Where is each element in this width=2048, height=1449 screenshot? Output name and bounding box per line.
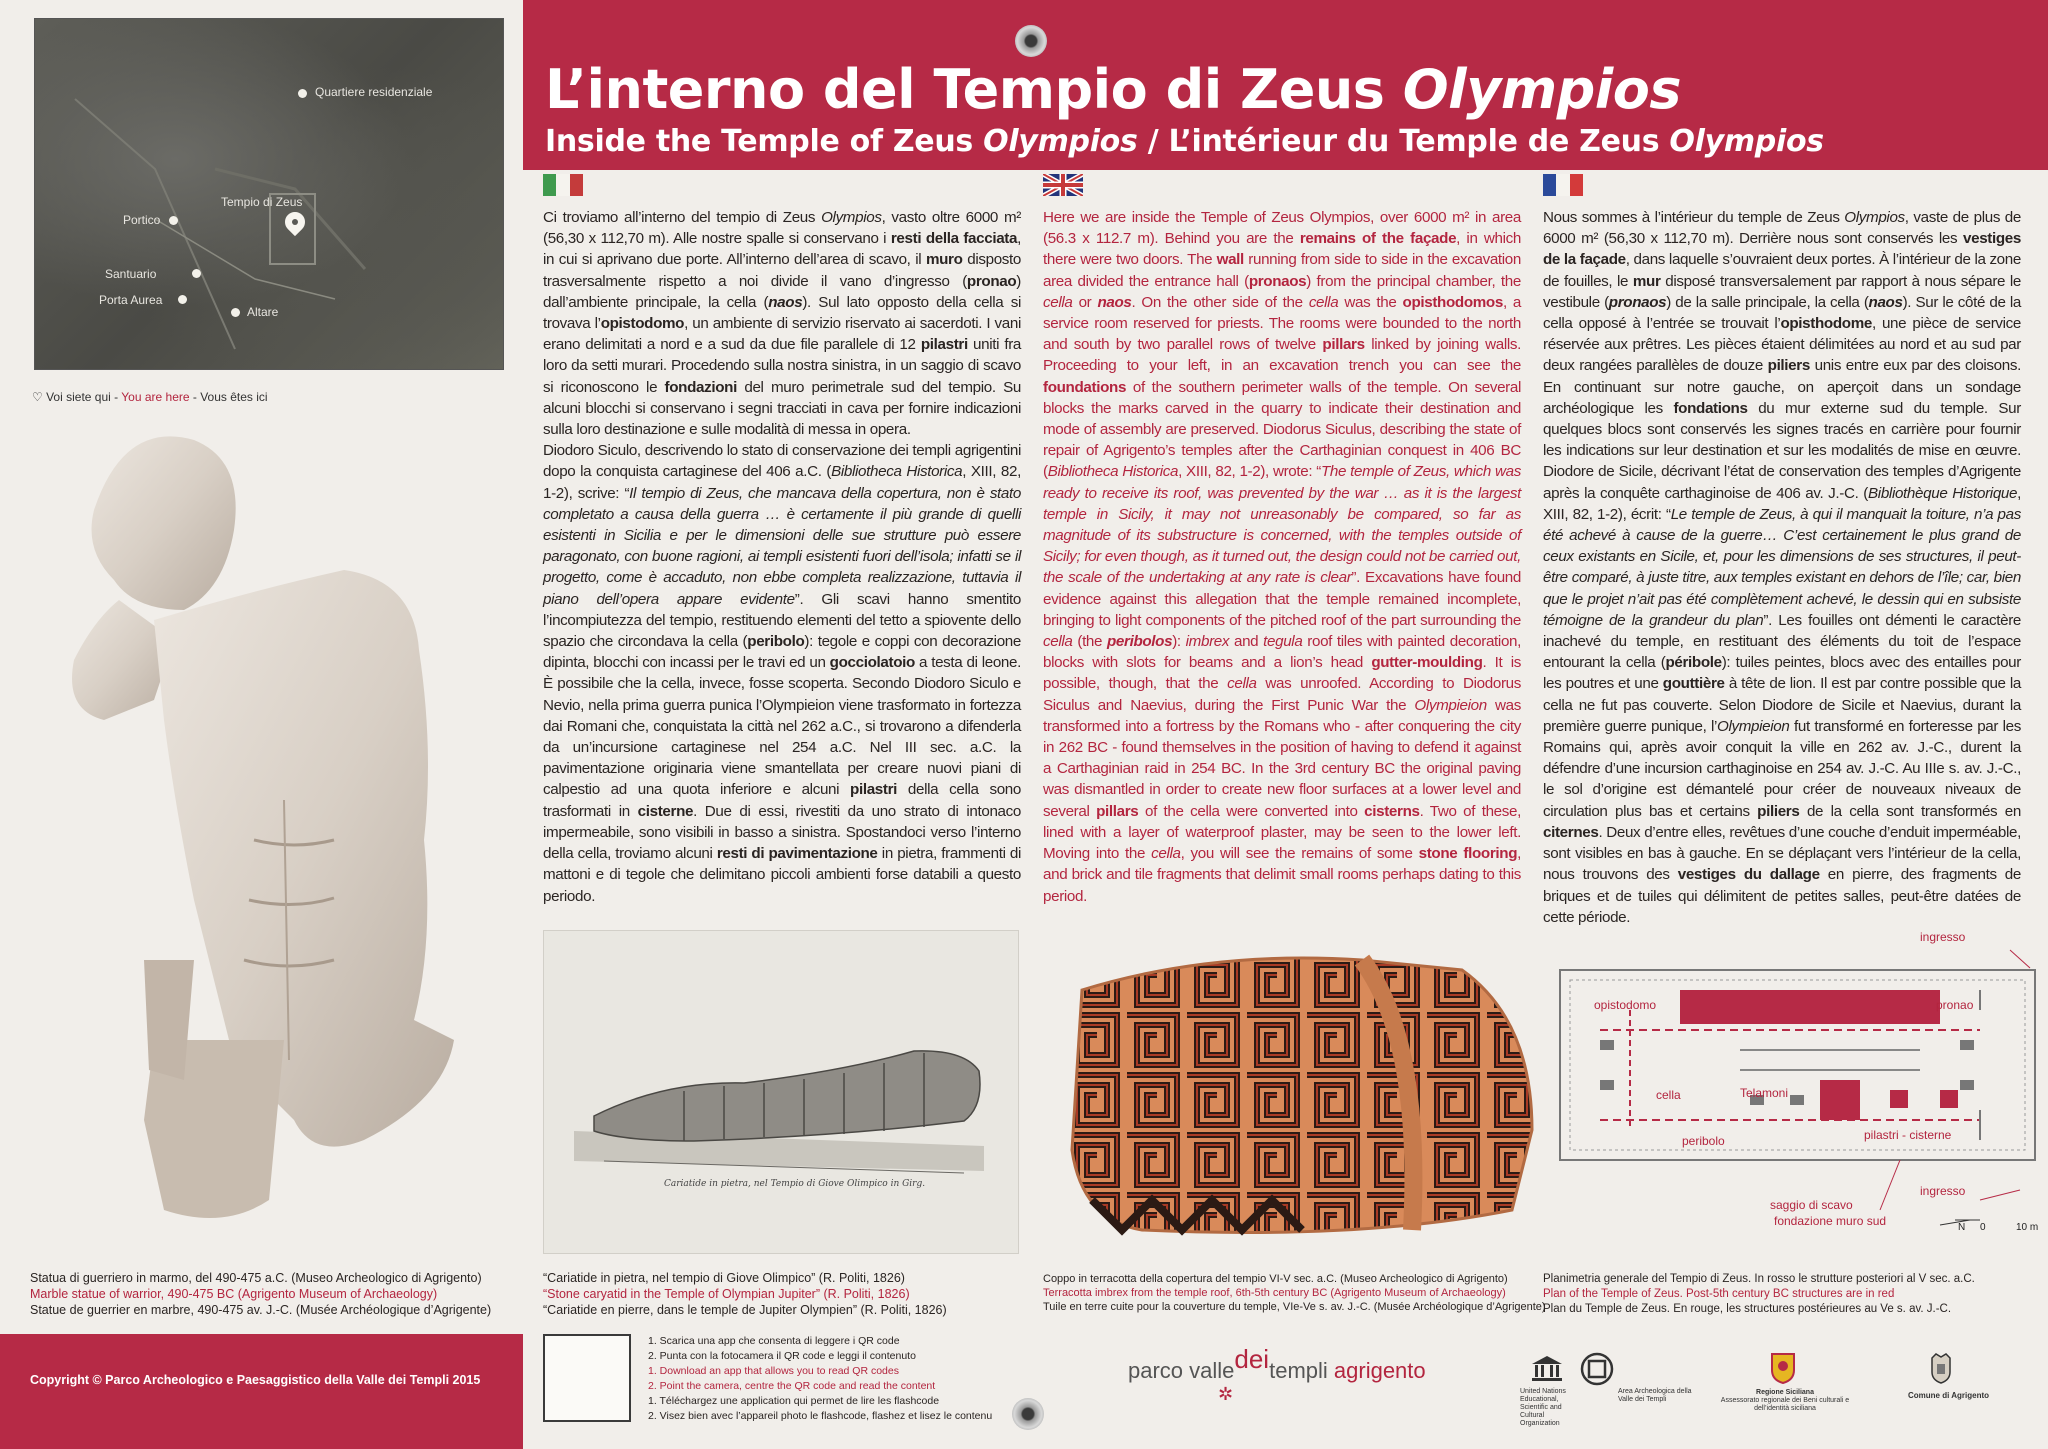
warrior-statue-image [34,420,504,1250]
plan-label-pilastri: pilastri - cisterne [1864,1128,1952,1142]
plan-scale-zero: 0 [1980,1222,1986,1233]
qr-step-en-2: 2. Point the camera, centre the QR code and read the content [648,1380,936,1392]
you-are-here-note: ♡ Voi siete qui - You are here - Vous êtes ici [32,390,268,404]
unesco-logo-text: United Nations Educational, Scientific and Cultural Organization [1520,1388,1566,1427]
map-dot-portico [169,216,178,225]
text-italian: Ci troviamo all’interno del tempio di Zeus Olympios, vasto oltre 6000 m² (56,30 x 112,70 m). Alle nostre spalle si conservano i resti della facciata, in cui si aprivano due porte. All’interno dell’area di scavo, il muro disposto trasversalmente rispetto a noi divide il vano d’ingresso (pronao) dall’ambiente principale, la cella (naos). Sul lato opposto della cella si trovava l’opistodomo, un ambiente di servizio riservato ai sacerdoti. I vani erano delimitati a nord e a sud da due file parallele di 12 pilastri uniti fra loro da setti murari. Procedendo sulla nostra sinistra, in un saggio di scavo si riconoscono le fondazioni del muro perimetrale sud del tempio. Su alcuni blocchi si conservano i segni tracciati in cava per fornire indicazioni sulla loro destinazione e sulle modalità di messa in opera. Diodoro Siculo, descrivendo lo stato di conservazione dei templi agrigentini dopo la conquista cartaginese del 406 a.C. (Bibliotheca Historica, XIII, 82, 1-2), scrive: “Il tempio di Zeus, che mancava della copertura, non è stato completato a causa della guerra … è certamente il più grande di quelli esistenti in Sicilia e per le dimensioni delle sue strutture può essere paragonato, con buone ragioni, ai templi esistenti fuori dell’isola; infatti se il progetto, come è accaduto, non ebbe completa realizzazione, tuttavia il piano dell’opera appare evidente”. Gli scavi hanno smentito l’incompiutezza del tempio, restituendo elementi del tetto a spiovente dello spazio che circondava la cella (peribolo): tegole e coppi con decorazione dipinta, blocchi con incassi per le travi ed un gocciolatoio a testa di leone. È possibile che la cella, invece, fosse scoperta. Secondo Diodoro Siculo e Nevio, nella prima guerra punica l’Olympieion viene trasformato in fortezza dai Romani che, conquistata la città nel 262 a.C., si trovarono a difenderla da un’incursione cartaginese nel 254 a.C. Nel III sec. a.C. la pavimentazione originaria viene smantellata per creare nuovi piani di calpestio ad una quota inferiore e alcuni pilastri della cella sono trasformati in cisterne. Due di essi, rivestiti da uno strato di intonaco impermeabile, sono visibili in basso a sinistra. Spostandoci verso l’interno della cella, troviamo alcuni resti di pavimentazione in pietra, frammenti di mattoni e di tegole che delimitano piccoli ambienti forse databili a questo periodo. [543,209,1022,905]
caryatid-drawing [544,931,1020,1255]
caption-statue-it: Statua di guerriero in marmo, del 490-475 a.C. (Museo Archeologico di Agrigento) [30,1271,482,1285]
regione-siciliana-logo-icon [1770,1352,1796,1384]
map-dot-porta [178,295,187,304]
qr-step-en-1: 1. Download an app that allows you to read QR codes [648,1365,899,1377]
caption-plan-en: Plan of the Temple of Zeus. Post-5th century BC structures are in red [1543,1288,1895,1300]
caption-coppo-en: Terracotta imbrex from the temple roof, 6th-5th century BC (Agrigento Museum of Archaeology) [1043,1287,1506,1299]
text-french: Nous sommes à l’intérieur du temple de Zeus Olympios, vaste de plus de 6000 m² (56,30 x 112,70 m). Derrière nous sont conservés les vestiges de la façade, dans laquelle s’ouvraient deux portes. À l’intérieur de la zone de fouilles, le mur disposé transversalement par rapport à nous sépare le vestibule (pronaos) de la salle principale, la cella (naos). Sur le côté de la cella opposé à l’entrée se trouvait l’opisthodome, une pièce de service réservée aux prêtres. Les pièces étaient délimitées au nord et au sud par deux rangées parallèles de douze piliers unis entre eux par des cloisons. En continuant sur notre gauche, on aperçoit dans un sondage archéologique les fondations du mur externe sud du temple. Sur quelques blocs sont conservés les signes tracés en carrière pour fournir les indications sur leur destination et sur les modalités de mise en œuvre. Diodore de Sicile, décrivant l’état de conservation des temples d’Agrigente après la conquête carthaginoise de 406 av. J.-C. (Bibliothèque Historique, XIII, 82, 1-2), écrit: “Le temple de Zeus, à qui il manquait la toiture, n’a pas été achevé à cause de la guerre… C’est certainement le plus grand de ceux existants en Sicile, et, pour les dimensions de ses structures, il peut-être comparé, à juste titre, aux temples existant en dehors de l’île; car, bien que le projet n’ait pas été complètement achevé, le dessin qui en subsiste témoigne de la grandeur du plan”. Les fouilles ont démenti le caractère inachevé du temple, en restituant des éléments du toit de l’espace entourant la cella (péribole): tuiles peintes, blocs avec des entailles pour les poutres et une gouttière à tête de lion. Il est par contre possible que la cella ne fut pas couverte. Selon Diodore de Sicile et Naevius, durant la première guerre punique, l’Olympieion fut transformé en forteresse par les Romains qui, après avoir conquit la ville en 262 av. J.-C., durent la défendre d’une incursion carthaginoise en 254 av. J.-C. Au IIIe s. av. J.-C., le sol d’origine est démantelé pour créer de nouveaux niveaux de circulation plus bas et certains piliers de la cella sont transformés en citernes. Deux d’entre elles, revêtues d’une couche d’enduit imperméable, sont visibles en bas à gauche. En se déplaçant vers l’intérieur de la cella, nous trouvons des vestiges du dallage en pierre, des fragments de briques et de tuiles qui délimitent de petites salles, peut-être datées de cette période. [1543,209,2022,926]
comune-logo-text: Comune di Agrigento [1908,1391,1990,1400]
engraving-inscription: Cariatide in pietra, nel Tempio di Giove Olimpico in Girg. [664,1179,926,1189]
crab-logo-icon: ✲ [1218,1384,1234,1404]
qr-step-it-1: 1. Scarica una app che consenta di leggere i QR code [648,1335,900,1347]
plan-label-pronao: pronao [1936,998,1974,1012]
terracotta-imbrex-image [1062,950,1542,1250]
brand-logo: parco valledeitempli agrigento [1128,1344,1426,1383]
text-english: Here we are inside the Temple of Zeus Olympios, over 6000 m² in area (56.3 x 112.7 m). Behind you are the remains of the façade, in which there were two doors. The wall running from side to side in the excavation area divided the entrance hall (pronaos) from the principal chamber, the cella or naos. On the other side of the cella was the opisthodomos, a service room reserved for priests. The rooms were bounded to the north and south by two parallel rows of twelve pillars linked by joining walls. Proceeding to your left, in an excavation trench you can see the foundations of the southern perimeter walls of the temple. On several blocks the marks carved in the quarry to indicate their destination and mode of assembly are preserved. Diodorus Siculus, describing the state of repair of Agrigento’s temples after the Carthaginian conquest in 406 BC (Bibliotheca Historica, XIII, 82, 1-2), wrote: “The temple of Zeus, which was ready to receive its roof, was prevented by the war … as it is the largest temple in Sicily, it may not unreasonably be compared, so far as magnitude of its substructure is concerned, with the temples outside of Sicily; for even though, as it turned out, the design could not be carried out, the scale of the undertaking at any rate is clear”. Excavations have found evidence against this allegation that the temple remained incomplete, bringing to light components of the pitched roof of the part surrounding the cella (the peribolos): imbrex and tegula roof tiles with painted decoration, blocks with slots for beams and a lion’s head gutter-moulding. It is possible, though, that the cella was unroofed. According to Diodorus Siculus and Naevius, during the First Punic War the Olympieion was transformed into a fortress by the Romans who - after conquering the city in 262 BC - found themselves in the position of having to defend it against a Carthaginian raid in 254 BC. In the 3rd century BC the original paving was dismantled in order to create new floor surfaces at a lower level and several pillars of the cella were converted into cisterns. Two of these, lined with a layer of waterproof plaster, may be seen to the lower left. Moving into the cella, you will see the remains of some stone flooring, and brick and tile fragments that delimit small rooms perhaps dating to this period. [1043,209,1522,905]
caption-plan [1543,1272,1975,1317]
plan-label-peribolo: peribolo [1682,1134,1725,1148]
map-dot-quartiere [298,89,307,98]
caption-coppo-it: Coppo in terracotta della copertura del tempio VI-V sec. a.C. (Museo Archeologico di Agrigento) [1043,1273,1508,1285]
plan-drawing [1540,930,2048,1240]
map-dot-santuario [192,269,201,278]
unesco-logo-icon [1530,1354,1564,1382]
italy-flag-icon [543,174,583,196]
map-label-altare: Altare [247,305,279,319]
qr-instructions [648,1334,992,1424]
caption-plan-fr: Plan du Temple de Zeus. En rouge, les structures postérieures au Ve s. av. J.-C. [1543,1303,1952,1315]
map-label-santuario: Santuario [105,267,157,281]
plan-north-label: N [1958,1222,1966,1233]
comune-agrigento-logo-icon [1928,1352,1954,1384]
caption-statue-fr: Statue de guerrier en marbre, 490-475 av. J.-C. (Musée Archéologique d’Agrigente) [30,1303,492,1317]
screw-top [1015,25,1047,57]
plan-label-ingresso-top: ingresso [1920,930,1966,944]
footer-band [0,1334,523,1449]
caption-plan-it: Planimetria generale del Tempio di Zeus. In rosso le strutture posteriori al V sec. a.C. [1543,1273,1975,1285]
copyright-text: Copyright © Parco Archeologico e Paesaggistico della Valle dei Templi 2015 [30,1373,481,1387]
plan-label-telamoni: Telamoni [1740,1086,1789,1100]
world-heritage-logo-icon [1580,1352,1614,1386]
qr-step-it-2: 2. Punta con la fotocamera il QR code e leggi il contenuto [648,1350,916,1362]
plan-scale-ten: 10 m [2016,1222,2039,1233]
plan-label-fondazione: fondazione muro sud [1774,1214,1887,1228]
caption-cariatide-en: “Stone caryatid in the Temple of Olympian Jupiter” (R. Politi, 1826) [543,1287,910,1301]
caption-coppo-fr: Tuile en terre cuite pour la couverture du temple, VIe-Ve s. av. J.-C. (Musée Archéologique d’Agrigente) [1043,1301,1546,1313]
caption-cariatide-it: “Cariatide in pietra, nel tempio di Giove Olimpico” (R. Politi, 1826) [543,1271,905,1285]
plan-label-cella: cella [1656,1088,1681,1102]
page-subtitle: Inside the Temple of Zeus Olympios / L’intérieur du Temple de Zeus Olympios [545,124,1824,159]
qr-step-fr-2: 2. Visez bien avec l’appareil photo le flashcode, flashez et lisez le contenu [648,1410,993,1422]
caption-statue-en: Marble statue of warrior, 490-475 BC (Agrigento Museum of Archaeology) [30,1287,438,1301]
regione-logo-text [1720,1389,1850,1413]
plan-label-opistodomo: opistodomo [1594,998,1657,1012]
qr-code-placeholder[interactable] [543,1334,631,1422]
regione-name: Regione Siciliana [1756,1389,1814,1396]
map-dot-altare [231,308,240,317]
plan-label-saggio: saggio di scavo [1770,1198,1853,1212]
qr-step-fr-1: 1. Téléchargez une application qui permet de lire les flashcode [648,1395,940,1407]
uk-flag-icon [1043,174,1083,196]
temple-plan-diagram [1540,930,2048,1240]
caption-cariatide-fr: “Cariatide en pierre, dans le temple de Jupiter Olympien” (R. Politi, 1826) [543,1303,947,1317]
map-label-tempio: Tempio di Zeus [221,195,303,209]
caption-coppo [1043,1272,1546,1314]
site-logo-text: Area Archeologica della Valle dei Templi [1618,1388,1692,1403]
france-flag-icon [1543,174,1583,196]
map-label-porta: Porta Aurea [99,293,163,307]
page-title: L’interno del Tempio di Zeus Olympios [545,58,1681,121]
regione-sub: Assessorato regionale dei Beni culturali e dell’identità siciliana [1720,1397,1850,1412]
pin-small-icon: ♡ [32,390,47,404]
caryatid-engraving-image [543,930,1019,1254]
plan-label-ingresso-bottom: ingresso [1920,1184,1966,1198]
screw-bottom [1012,1398,1044,1430]
map-label-portico: Portico [123,213,161,227]
map-label-quartiere: Quartiere residenziale [315,85,433,99]
caption-statue [30,1270,491,1318]
caption-cariatide [543,1270,947,1318]
site-map [34,18,504,370]
